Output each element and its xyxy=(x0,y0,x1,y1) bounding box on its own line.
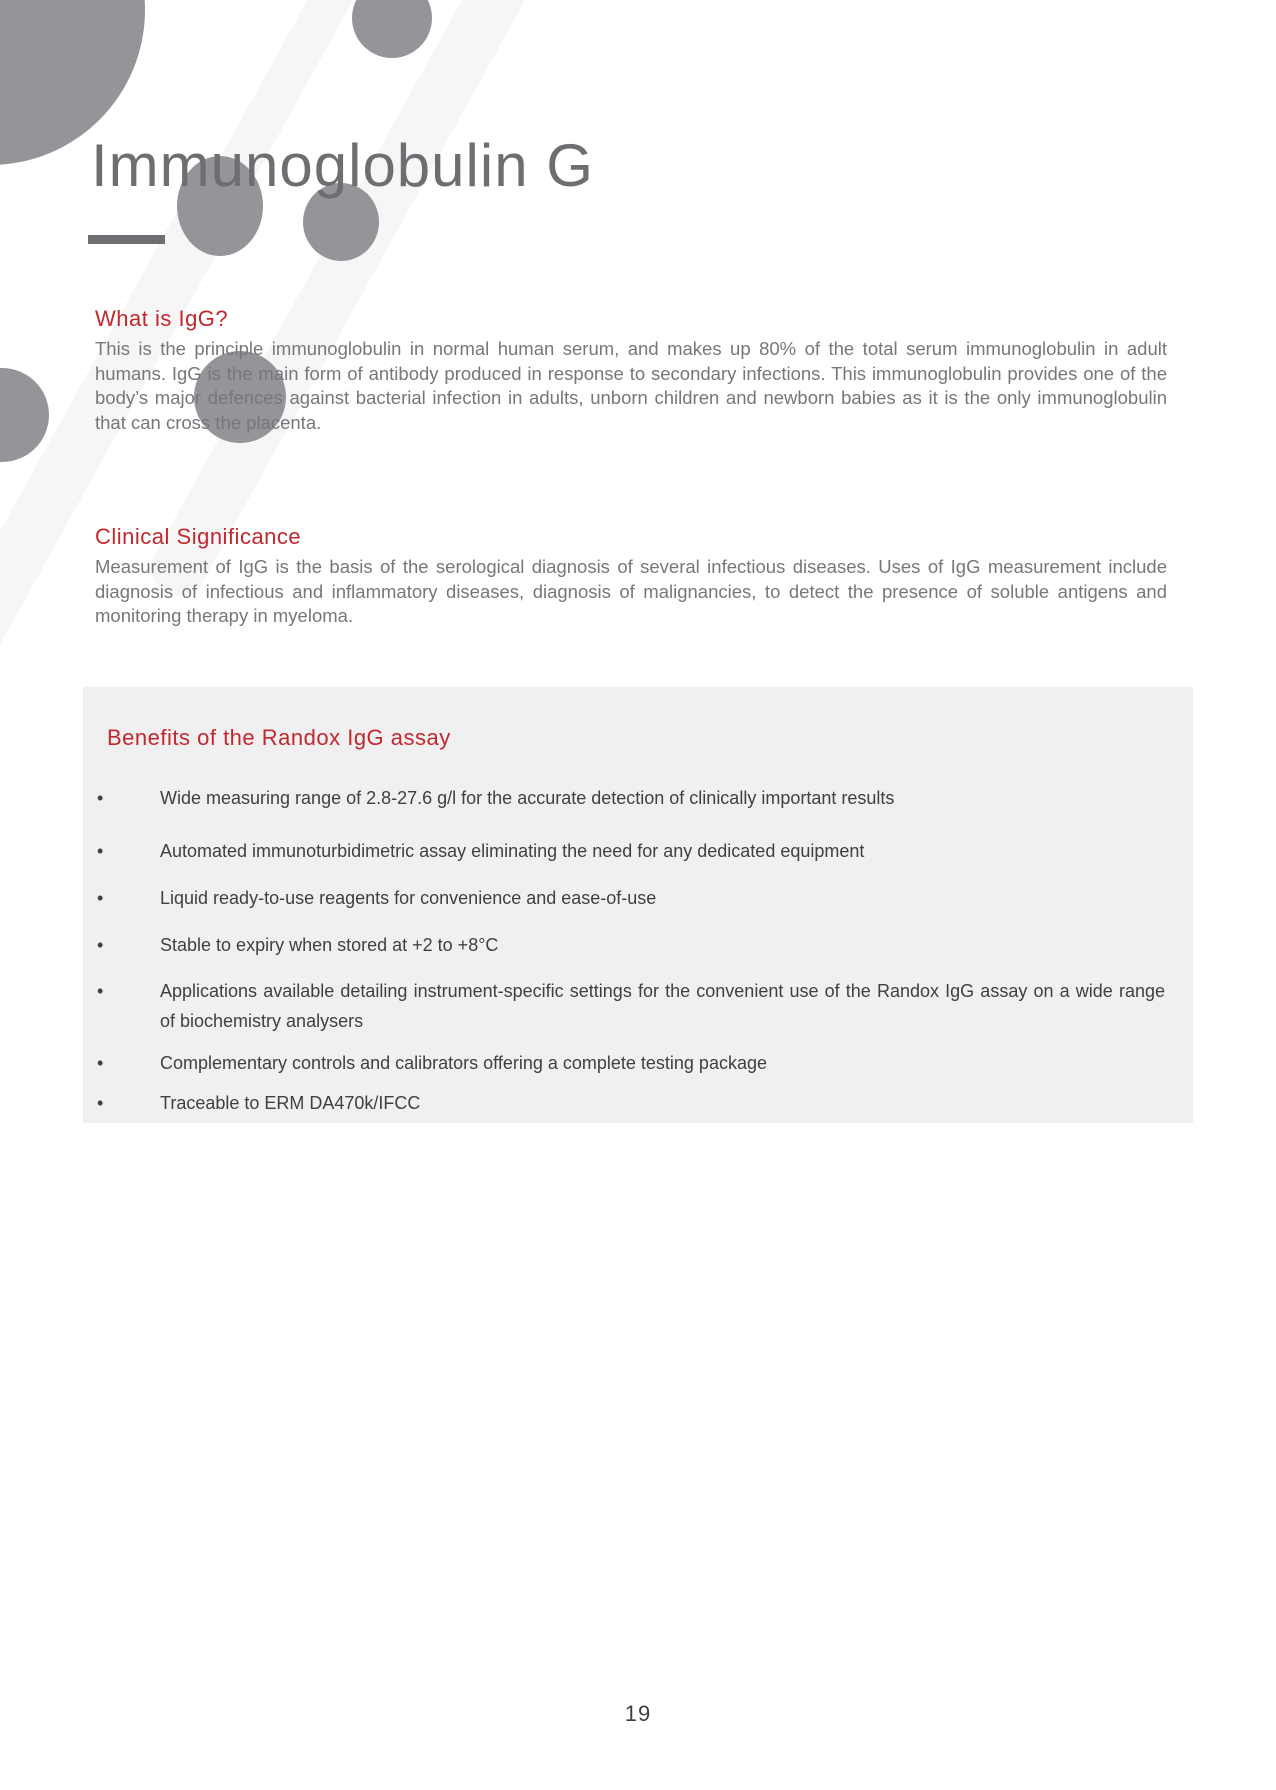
benefit-bullet: • Stable to expiry when stored at +2 to +8°C xyxy=(97,930,1165,960)
benefit-bullet: • Traceable to ERM DA470k/IFCC xyxy=(97,1088,1165,1118)
decorative-circle xyxy=(352,0,432,58)
decorative-circle xyxy=(0,368,49,462)
benefits-heading: Benefits of the Randox IgG assay xyxy=(107,725,451,751)
benefit-bullet: • Applications available detailing instrument-specific settings for the convenient use of the Randox IgG assay on a wide range of biochemistry analysers xyxy=(97,976,1165,1036)
section-heading-what-is-igg: What is IgG? xyxy=(95,306,229,332)
title-underline-dash xyxy=(88,235,165,244)
page-title: Immunoglobulin G xyxy=(91,132,594,200)
section-body-clinical-significance: Measurement of IgG is the basis of the serological diagnosis of several infectious diseases. Uses of IgG measurement include diagnosis of infectious and inflammatory diseases, diagnosis of malignancies, to detect the presence of soluble antigens and monitoring therapy in myeloma. xyxy=(95,556,1167,626)
benefit-bullet: • Automated immunoturbidimetric assay eliminating the need for any dedicated equipment xyxy=(97,836,1165,866)
swoosh-arc xyxy=(141,0,558,606)
benefit-bullet: • Complementary controls and calibrators offering a complete testing package xyxy=(97,1048,1165,1078)
benefit-bullet: • Wide measuring range of 2.8-27.6 g/l for the accurate detection of clinically important results xyxy=(97,783,1165,813)
benefit-bullet: • Liquid ready-to-use reagents for convenience and ease-of-use xyxy=(97,883,1165,913)
section-body-what-is-igg: This is the principle immunoglobulin in normal human serum, and makes up 80% of the total serum immunoglobulin in adult humans. IgG is the main form of antibody produced in response to secondary infections. This immunoglobulin provides one of the body’s major defences against bacterial infection in adults, unborn children and newborn babies as it is the only immunoglobulin that can cross the placenta. xyxy=(95,338,1167,433)
section-heading-clinical-significance: Clinical Significance xyxy=(95,524,302,550)
page-number: 19 xyxy=(624,1701,652,1726)
